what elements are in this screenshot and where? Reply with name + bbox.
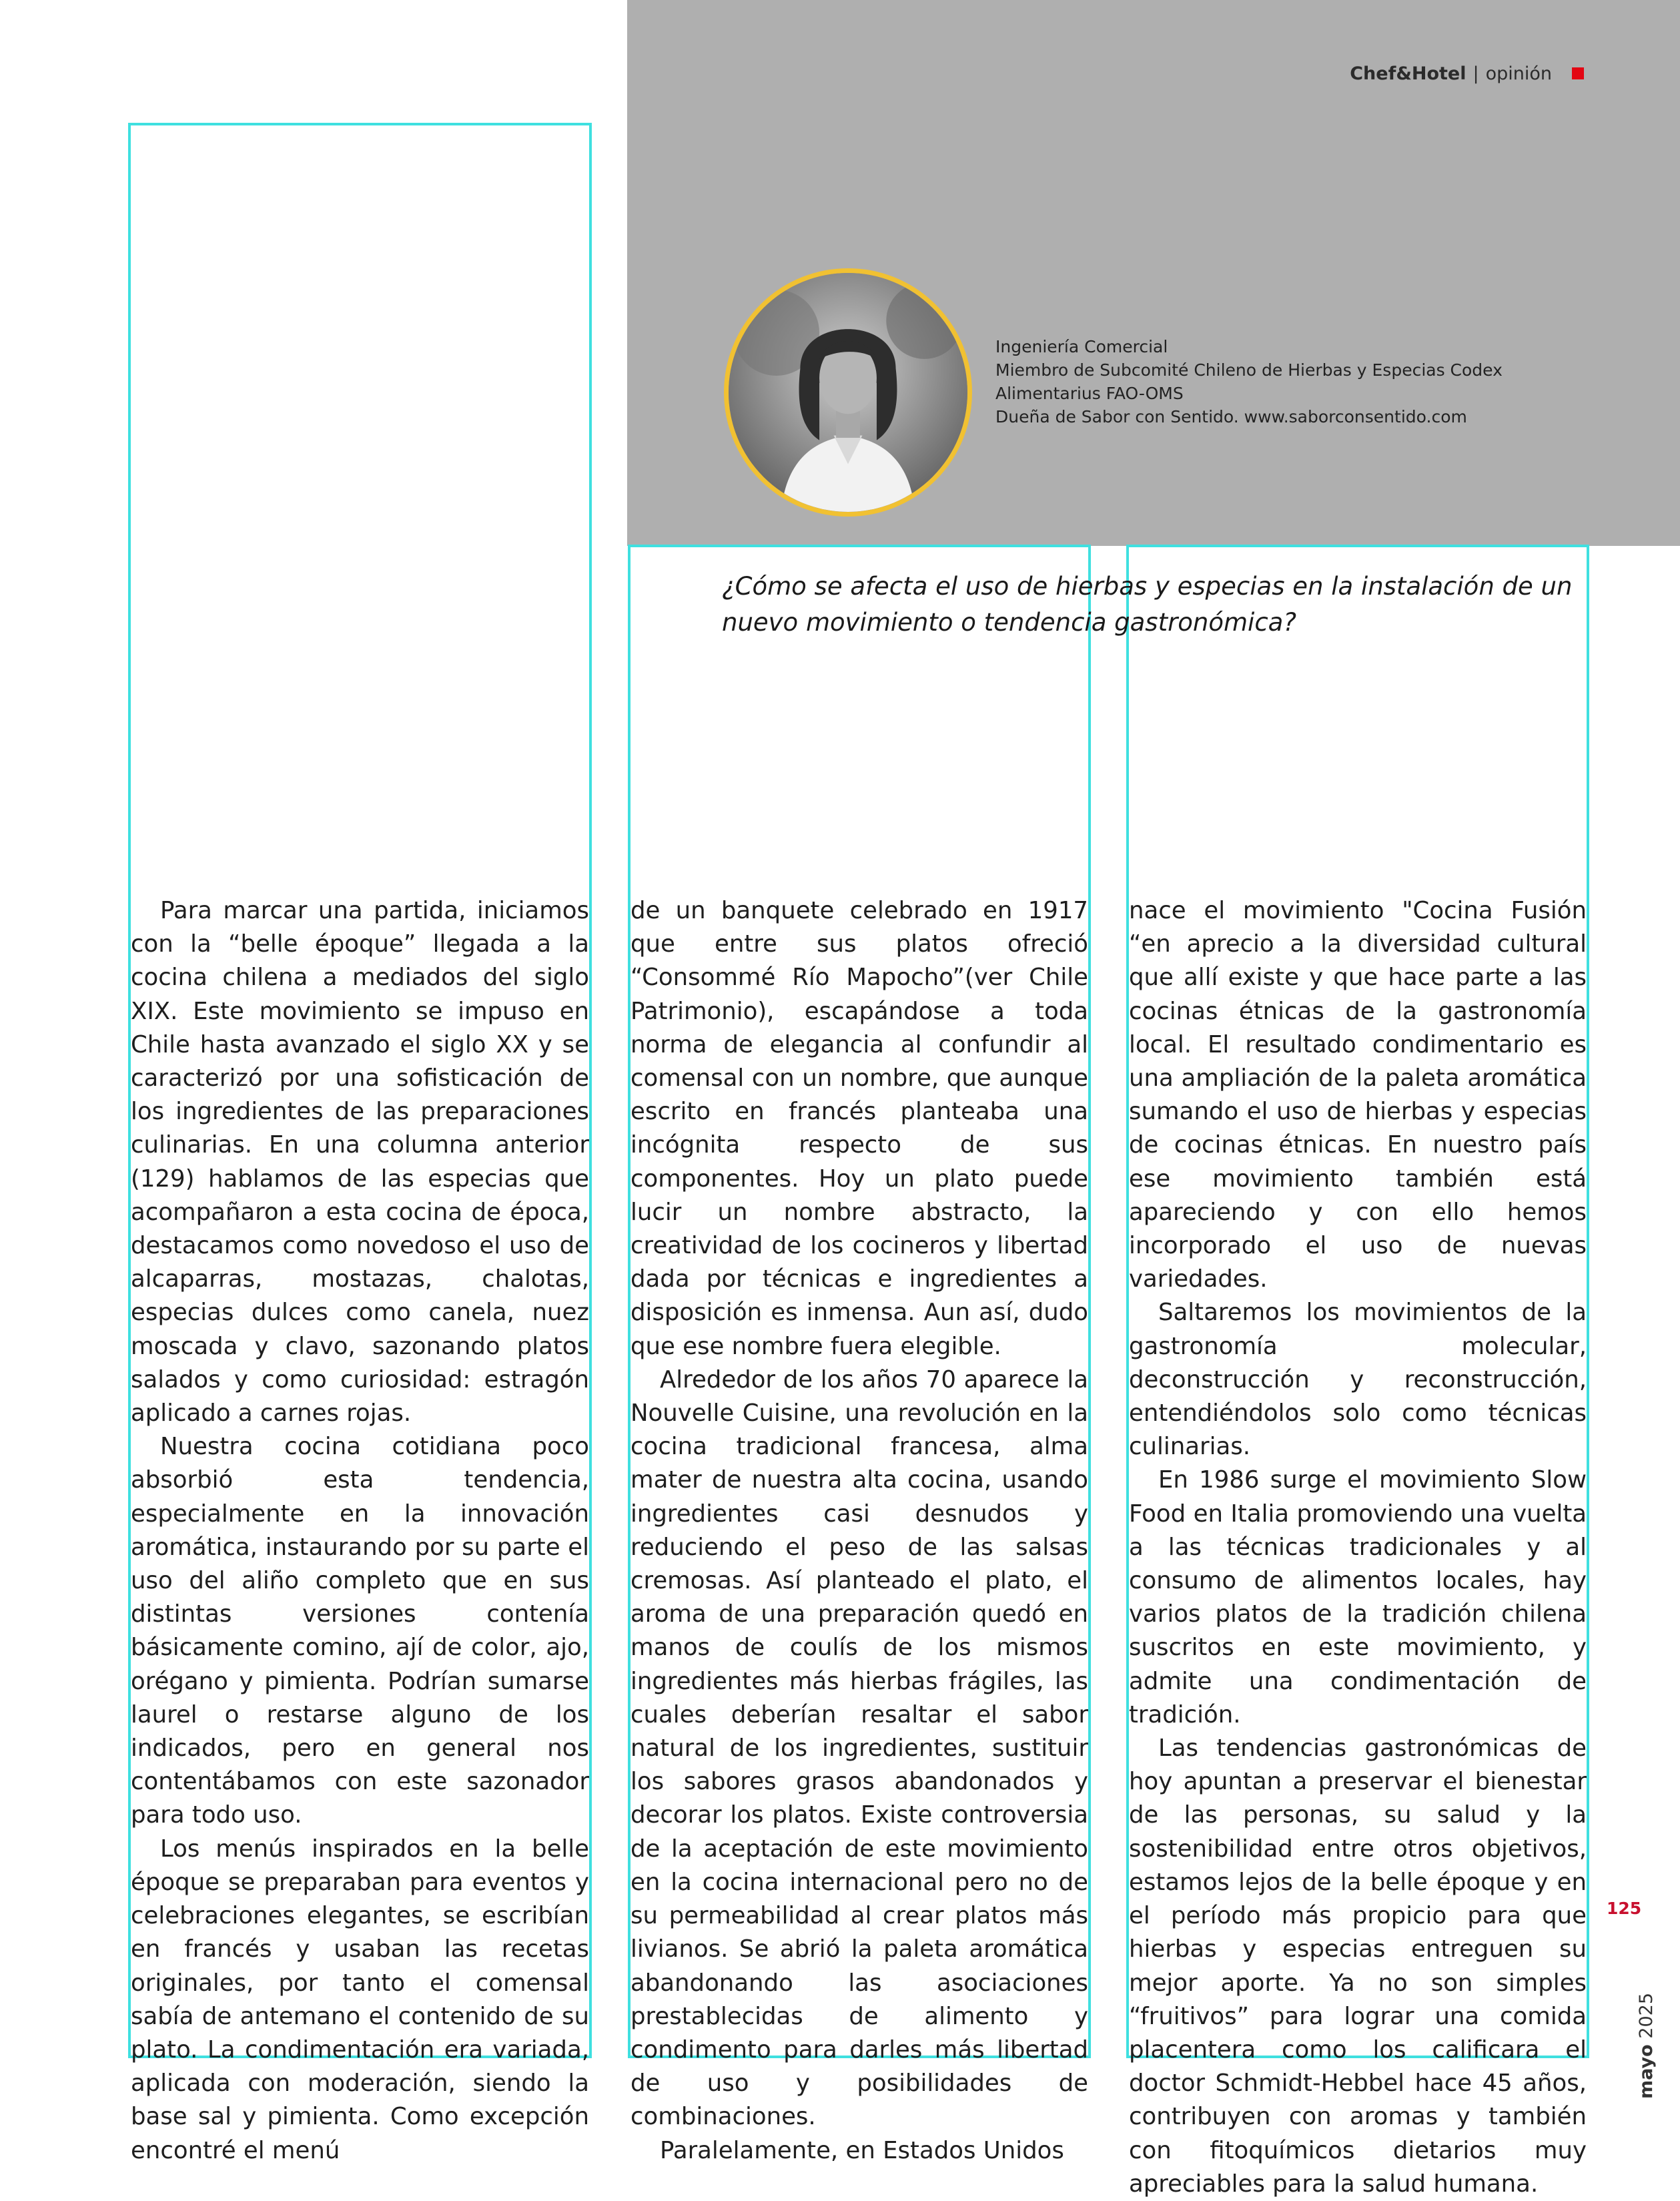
paragraph: de un banquete celebrado en 1917 que entre sus platos ofreció “Consommé Río Mapocho”(ver Chile Patrimonio), escapándose a toda norma de elegancia al confundir al comensal con un nombre, que aunque escrito en francés planteaba una incógnita respecto de sus componentes. Hoy un plato puede lucir un nombre abstracto, la creatividad de los cocineros y libertad dada por técnicas e ingredientes a disposición es inmensa. Aun así, dudo que ese nombre fuera elegible. — [631, 897, 1088, 1360]
issue-date — [1636, 1993, 1657, 2099]
section-label: opinión — [1485, 63, 1552, 84]
paragraph: Los menús inspirados en la belle époque se preparaban para eventos y celebraciones elegantes, se escribían en francés y usaban las recetas originales, por tanto el comensal sabía de antemano el contenido de su plato. La condimentación era variada, aplicada con moderación, siendo la base sal y pimienta. Como excepción encontré el menú — [131, 1835, 589, 2164]
paragraph: Para marcar una partida, iniciamos con la “belle époque” llegada a la cocina chilena a mediados del siglo XIX. Este movimiento se impuso en Chile hasta avanzado el siglo XX y se caracterizó por una sofisticación de los ingredientes de las preparaciones culinarias. En una columna anterior (129) hablamos de las especias que acompañaron a esta cocina de época, destacamos como novedoso el uso de alcaparras, mostazas, chalotas, especias dulces como canela, nuez moscada y clavo, sazonando platos salados y como curiosidad: estragón aplicado a carnes rojas. — [131, 897, 589, 1428]
paragraph: Paralelamente, en Estados Unidos — [660, 2136, 1064, 2164]
paragraph: Las tendencias gastronómicas de hoy apuntan a preservar el bienestar de las personas, su salud y la sostenibilidad entre otros objetivos, estamos lejos de la belle époque y en el período más propicio para que hierbas y especias entreguen su mejor aporte. Ya no son simples “fruitivos” para lograr una comida placentera como los calificara el doctor Schmidt-Hebbel hace 45 años, contribuyen con aromas y también con fitoquímicos dietarios muy apreciables para la salud humana. — [1129, 1735, 1587, 2198]
credential-line: Ingeniería Comercial — [995, 337, 1168, 356]
issue-year: 2025 — [1636, 1993, 1657, 2039]
red-square-icon — [1572, 67, 1584, 79]
section-header — [1350, 60, 1584, 87]
header-separator: | — [1473, 63, 1479, 84]
author-portrait-icon — [729, 273, 967, 512]
paragraph: Nuestra cocina cotidiana poco absorbió esta tendencia, especialmente en la innovación aromática, instaurando por su parte el uso del aliño completo que en sus distintas versiones contenía básicamente comino, ají de color, ajo, orégano y pimienta. Podrían sumarse laurel o restarse alguno de los indicados, pero en general nos contentábamos con este sazonador para todo uso. — [131, 1433, 589, 1829]
page-number: 125 — [1607, 1899, 1642, 1918]
author-portrait — [724, 268, 972, 517]
author-credentials — [995, 335, 1503, 428]
paragraph: Alrededor de los años 70 aparece la Nouvelle Cuisine, una revolución en la cocina tradicional francesa, alma mater de nuestra alta cocina, usando ingredientes casi desnudos y reduciendo el peso de las salsas cremosas. Así planteado el plato, el aroma de una preparación quedó en manos de coulís de los mismos ingredientes más hierbas frágiles, las cuales deberían resaltar el sabor natural de los ingredientes, sustituir los sabores grasos abandonados y decorar los platos. Existe controversia de la aceptación de este movimiento en la cocina internacional pero no de su permeabilidad al crear platos más livianos. Se abrió la paleta aromática abandonando las asociaciones prestablecidas de alimento y condimento para darles más libertad de uso y posibilidades de combinaciones. — [631, 1365, 1088, 2131]
article-column-1 — [131, 894, 589, 2168]
credential-line: Miembro de Subcomité Chileno de Hierbas y Especias Codex — [995, 360, 1503, 380]
issue-month: mayo — [1636, 2044, 1657, 2099]
lead-question: ¿Cómo se afecta el uso de hierbas y especias en la instalación de un nuevo movimiento o tendencia gastronómica? — [722, 572, 1573, 637]
paragraph: En 1986 surge el movimiento Slow Food en Italia promoviendo una vuelta a las técnicas tradicionales y al consumo de alimentos locales, hay varios platos de la tradición chilena suscritos en este movimiento, y admite una condimentación de tradición. — [1129, 1466, 1587, 1728]
credential-line: Alimentarius FAO-OMS — [995, 384, 1184, 403]
magazine-brand: Chef&Hotel — [1350, 63, 1466, 84]
paragraph: nace el movimiento "Cocina Fusión “en aprecio a la diversidad cultural que allí existe y que hace parte a las cocinas étnicas de la gastronomía local. El resultado condimentario es una ampliación de la paleta aromática sumando el uso de hierbas y especias de cocinas étnicas. En nuestro país ese movimiento también está apareciendo y con ello hemos incorporado el uso de nuevas variedades. — [1129, 897, 1587, 1293]
article-column-3 — [1129, 894, 1587, 2201]
paragraph: Saltaremos los movimientos de la gastronomía molecular, deconstrucción y reconstrucción, entendiéndolos solo como técnicas culinarias. — [1129, 1299, 1587, 1461]
article-column-2 — [631, 894, 1088, 2168]
credential-line: Dueña de Sabor con Sentido. www.saborconsentido.com — [995, 407, 1467, 426]
